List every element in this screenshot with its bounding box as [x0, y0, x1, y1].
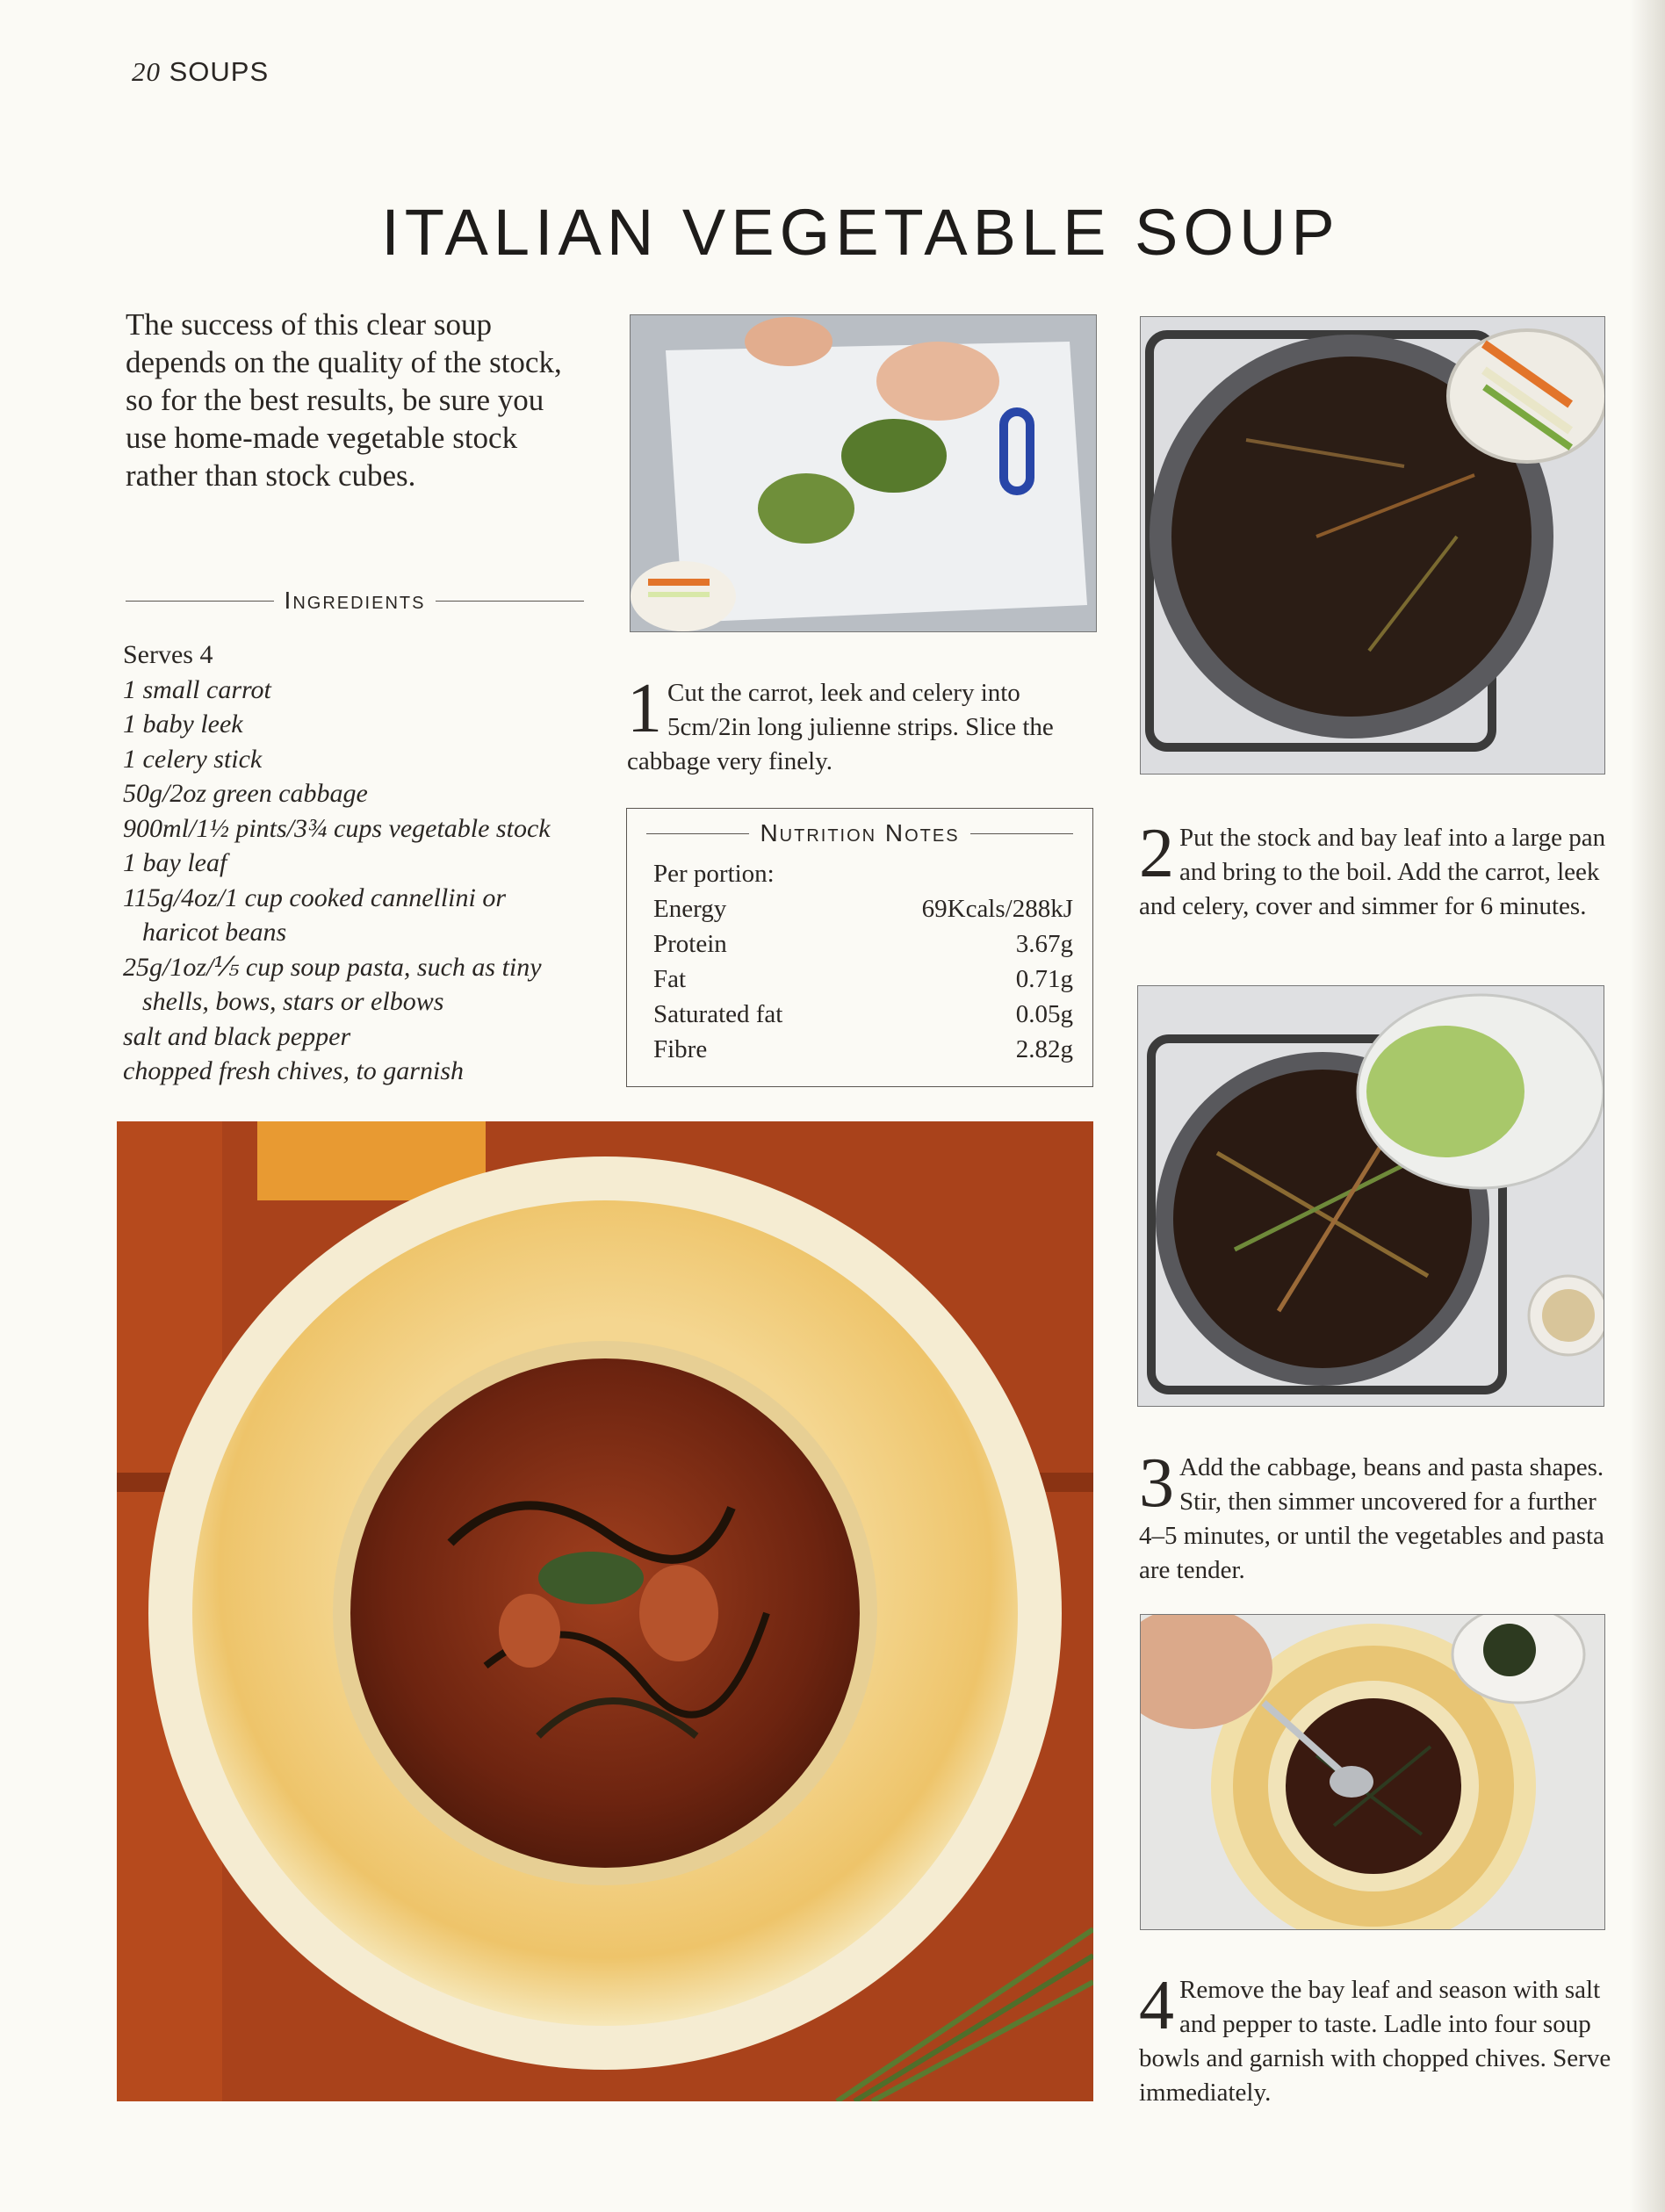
table-row — [653, 997, 1073, 1032]
table-row — [653, 856, 1073, 891]
step-number: 2 — [1139, 815, 1174, 892]
nutrient-value: 69Kcals/288kJ — [921, 894, 1073, 923]
step-number: 3 — [1139, 1445, 1174, 1522]
table-row — [653, 926, 1073, 962]
ingredient-item: 1 celery stick — [123, 744, 263, 774]
nutrient-value: 0.05g — [1015, 999, 1073, 1028]
nutrition-heading-label: Nutrition Notes — [760, 819, 960, 847]
nutrient-value: 3.67g — [1015, 929, 1073, 958]
table-row — [653, 962, 1073, 997]
step2-photo — [1140, 316, 1605, 775]
step-4 — [1139, 1967, 1613, 2110]
hero-photo — [117, 1121, 1093, 2101]
ingredients-heading-label: Ingredients — [284, 587, 426, 614]
ingredient-item: 50g/2oz green cabbage — [123, 779, 368, 808]
ingredient-item: 1 small carrot — [123, 674, 271, 704]
step1-photo — [630, 314, 1097, 632]
table-row — [653, 1032, 1073, 1067]
page-number: 20 — [132, 56, 161, 87]
nutrient-label: Energy — [653, 894, 727, 923]
nutrition-heading — [627, 819, 1092, 847]
ingredient-item: salt and black pepper — [123, 1021, 351, 1051]
ingredient-item: 1 bay leaf — [123, 848, 227, 877]
step4-photo — [1140, 1614, 1605, 1930]
step-1 — [627, 670, 1101, 779]
nutrient-label: Saturated fat — [653, 999, 783, 1028]
ingredients-list — [123, 638, 597, 1089]
divider — [646, 833, 749, 834]
ingredient-item: chopped fresh chives, to garnish — [123, 1056, 464, 1085]
ingredient-item: haricot beans — [142, 918, 287, 947]
step-number: 4 — [1139, 1967, 1174, 2044]
step-text: Put the stock and bay leaf into a large pan and bring to the boil. Add the carrot, leek and celery, cover and simmer for 6 minutes. — [1139, 824, 1606, 920]
serves-count: Serves 4 — [123, 640, 213, 669]
step-text: Remove the bay leaf and season with salt and pepper to taste. Ladle into four soup bowls and garnish with chopped chives. Serve immediately. — [1139, 1976, 1611, 2107]
divider — [970, 833, 1073, 834]
nutrition-box — [626, 808, 1093, 1087]
step-2 — [1139, 815, 1613, 924]
table-row — [653, 891, 1073, 926]
nutrient-label: Fibre — [653, 1034, 708, 1063]
ingredient-item: 115g/4oz/1 cup cooked cannellini or — [123, 883, 507, 912]
nutrition-table — [653, 856, 1073, 1067]
ingredient-item: 900ml/1½ pints/3¾ cups vegetable stock — [123, 813, 551, 843]
running-head — [132, 56, 269, 88]
step-text: Add the cabbage, beans and pasta shapes. Stir, then simmer uncovered for a further 4–5 minutes, or until the vegetables and pasta are tender. — [1139, 1453, 1604, 1584]
recipe-title: ITALIAN VEGETABLE SOUP — [381, 196, 1340, 269]
ingredient-item: shells, bows, stars or elbows — [142, 987, 444, 1016]
per-portion-label: Per portion: — [653, 859, 775, 888]
nutrient-label: Fat — [653, 964, 687, 993]
nutrient-value: 2.82g — [1015, 1034, 1073, 1063]
step3-photo — [1137, 985, 1604, 1407]
nutrient-label: Protein — [653, 929, 727, 958]
nutrient-value: 0.71g — [1015, 964, 1073, 993]
intro-text: The success of this clear soup depends on the quality of the stock, so for the best results, be sure you use home-made vegetable stock rather than stock cubes. — [126, 307, 562, 493]
section-name: SOUPS — [169, 56, 270, 87]
ingredient-item: 1 baby leek — [123, 710, 243, 739]
step-text: Cut the carrot, leek and celery into 5cm/2in long julienne strips. Slice the cabbage very finely. — [627, 679, 1054, 775]
page-gutter-shadow — [1630, 0, 1665, 2212]
step-3 — [1139, 1445, 1613, 1588]
ingredients-heading — [126, 587, 584, 615]
ingredient-item: 25g/1oz/⅕ cup soup pasta, such as tiny — [123, 952, 542, 982]
divider — [436, 601, 584, 602]
divider — [126, 601, 274, 602]
step-number: 1 — [627, 670, 662, 747]
